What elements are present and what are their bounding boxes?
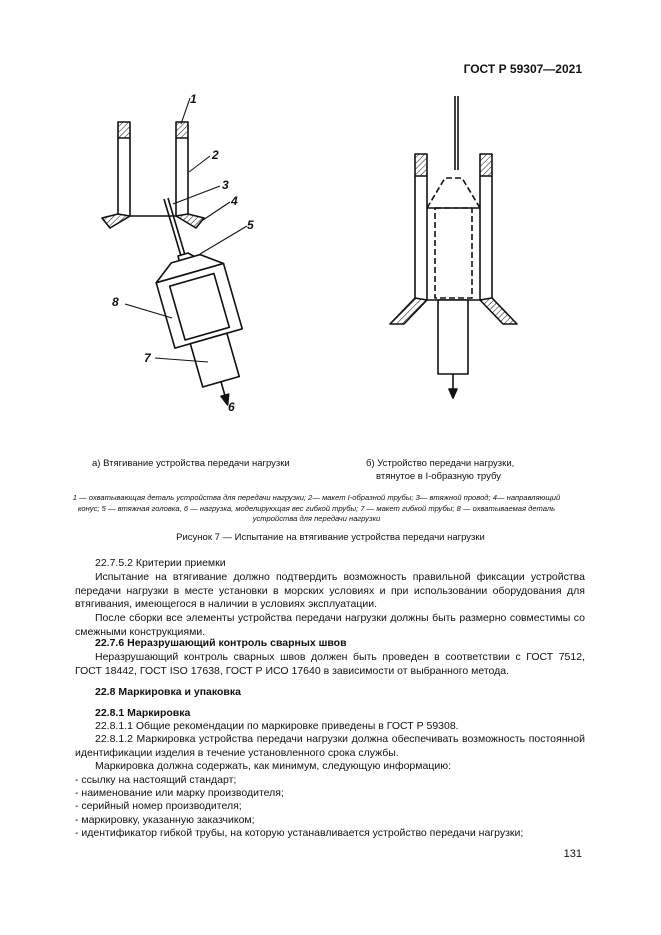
figure-legend-line1: 1 — охватывающая деталь устройства для передачи нагрузки; 2— макет I-образной трубы; 3— втяжной провод; 4— направляющий	[72, 493, 561, 502]
figure-label-7: 7	[144, 351, 151, 365]
figure-label-2: 2	[212, 148, 219, 162]
list-item: - серийный номер производителя;	[75, 800, 242, 812]
clause-22-7-5-2-title: 22.7.5.2 Критерии приемки	[95, 557, 226, 569]
figure-label-3: 3	[222, 178, 229, 192]
list-item: - наименование или марку производителя;	[75, 787, 284, 799]
heading-22-8: 22.8 Маркировка и упаковка	[95, 686, 241, 698]
heading-22-8-1: 22.8.1 Маркировка	[95, 707, 191, 719]
paragraph-ndt: Неразрушающий контроль сварных швов должен быть проведен в соответствии с ГОСТ 7512, ГОСТ 18442, ГОСТ ISO 17638, ГОСТ Р ИСО 17640 в зависимости от выбранного метода.	[75, 651, 585, 677]
paragraph-compatibility: После сборки все элементы устройства передачи нагрузки должны быть размерно совместимы со смежными конструкциями.	[75, 612, 585, 638]
figure-b-assembled	[390, 96, 517, 398]
figure-label-8: 8	[112, 295, 119, 309]
figure-label-4: 4	[231, 194, 238, 208]
figure-7-drawing	[40, 86, 620, 456]
paragraph-22-8-1-2: 22.8.1.2 Маркировка устройства передачи нагрузки должна обеспечивать возможность постоянной идентификации изделия в течение установленного срока службы.	[75, 733, 585, 759]
list-item: - маркировку, указанную заказчиком;	[75, 814, 255, 826]
figure-caption-b	[366, 457, 556, 483]
figure-title: Рисунок 7 — Испытание на втягивание устройства передачи нагрузки	[176, 532, 485, 543]
paragraph-marking-contents: Маркировка должна содержать, как минимум, следующую информацию:	[95, 760, 452, 772]
figure-label-6: 6	[228, 400, 235, 414]
figure-legend	[48, 493, 585, 525]
figure-label-1: 1	[190, 92, 197, 106]
figure-a-i-tube	[102, 122, 204, 228]
figure-label-5: 5	[247, 218, 254, 232]
document-header: ГОСТ Р 59307—2021	[463, 62, 582, 76]
figure-a-pull-in-assembly	[152, 198, 261, 414]
heading-22-7-6: 22.7.6 Неразрушающий контроль сварных швов	[95, 637, 347, 649]
figure-legend-line3: устройства для передачи нагрузки	[252, 514, 381, 523]
figure-caption-b-line2: втянутое в I-образную трубу	[376, 471, 501, 482]
list-item: - ссылку на настоящий стандарт;	[75, 774, 237, 786]
paragraph-22-8-1-1: 22.8.1.1 Общие рекомендации по маркировке приведены в ГОСТ Р 59308.	[95, 720, 459, 732]
paragraph-acceptance: Испытание на втягивание должно подтвердить возможность правильной фиксации устройства передачи нагрузки в месте установки в морских условиях и при использовании оборудования для втягивания, имеющегося в наличии в условиях эксплуатации.	[75, 571, 585, 610]
figure-legend-line2: конус; 5 — втяжная головка, 6 — нагрузка, моделирующая вес гибкой трубы; 7 — макет гибкой трубы; 8 — охватываемая деталь	[77, 503, 556, 513]
list-item: - идентификатор гибкой трубы, на которую устанавливается устройство передачи нагрузки;	[75, 827, 524, 839]
figure-caption-a: а) Втягивание устройства передачи нагрузки	[92, 458, 290, 469]
figure-caption-b-line1: б) Устройство передачи нагрузки,	[366, 458, 515, 469]
page-number: 131	[563, 848, 582, 860]
